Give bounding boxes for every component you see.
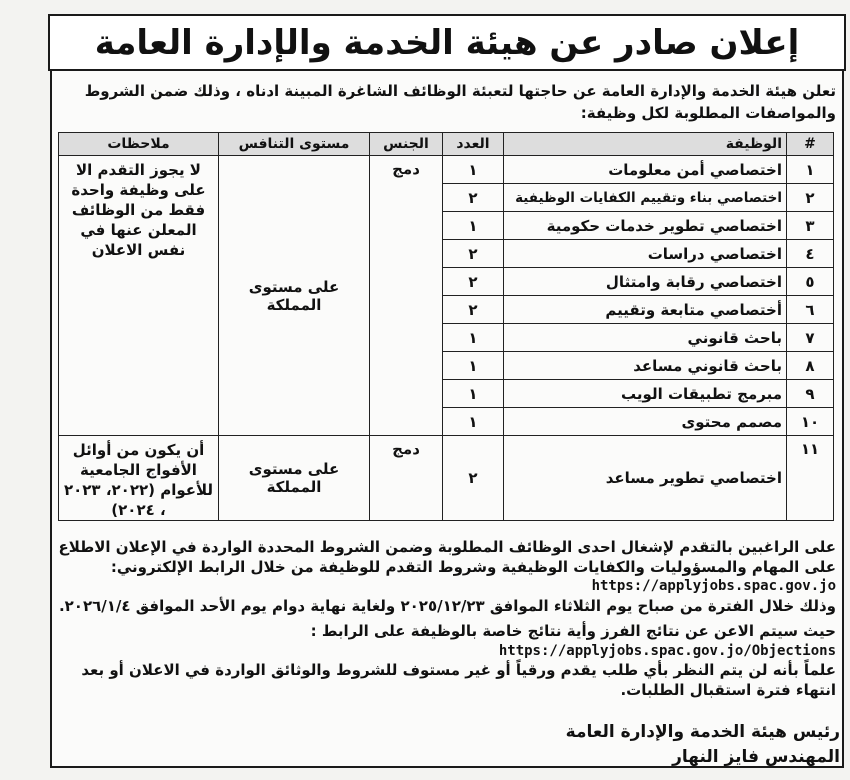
announcement-body xyxy=(56,538,836,700)
signatory-role: رئيس هيئة الخدمة والإدارة العامة xyxy=(565,722,840,742)
header-job: الوظيفة xyxy=(504,133,787,156)
row-count: ١ xyxy=(443,408,504,436)
level-cell: على مستوى المملكة xyxy=(219,436,370,521)
paper-applications-notice: علماً بأنه لن يتم النظر بأي طلب يقدم ورقياً أو غير مستوف للشروط والوثائق الواردة في الاعلان أو بعد انتهاء فترة استقبال الطلبات. xyxy=(81,661,836,699)
jobs-table xyxy=(58,132,834,521)
row-job: باحث قانوني xyxy=(504,324,787,352)
table-row xyxy=(59,156,834,184)
row-count: ١ xyxy=(443,324,504,352)
level-cell: على مستوى المملكة xyxy=(219,156,370,436)
header-notes: ملاحظات xyxy=(59,133,219,156)
row-job: أختصاصي متابعة وتقييم xyxy=(504,296,787,324)
apply-instructions: على الراغبين بالتقدم لإشغال احدى الوظائف المطلوبة وضمن الشروط المحددة الواردة في الإعلان الاطلاع على المهام والمسؤوليات والكفايات الوظيفية وشروط التقدم للوظيفة من خلال الرابط الإلكتروني: xyxy=(58,538,836,576)
objections-link[interactable]: https://applyjobs.spac.gov.jo/Objections xyxy=(498,642,836,659)
row-job: اختصاصي تطوير مساعد xyxy=(504,436,787,521)
row-count: ٢ xyxy=(443,296,504,324)
results-notice: حيث سيتم الاعن عن نتائج الفرز وأية نتائج خاصة بالوظيفة على الرابط : xyxy=(310,622,836,640)
row-count: ١ xyxy=(443,380,504,408)
row-job: اختصاصي أمن معلومات xyxy=(504,156,787,184)
row-job: باحث قانوني مساعد xyxy=(504,352,787,380)
signatory-name: المهندس فايز النهار xyxy=(672,747,840,767)
row-count: ١ xyxy=(443,156,504,184)
row-number: ٥ xyxy=(787,268,834,296)
header-gender: الجنس xyxy=(370,133,443,156)
row-count: ٢ xyxy=(443,184,504,212)
notes-cell: لا يجوز التقدم الا على وظيفة واحدة فقط من الوظائف المعلن عنها في نفس الاعلان xyxy=(59,156,219,436)
row-number: ٢ xyxy=(787,184,834,212)
table-row xyxy=(59,436,834,521)
row-job: اختصاصي رقابة وامتثال xyxy=(504,268,787,296)
intro-paragraph: تعلن هيئة الخدمة والإدارة العامة عن حاجتها لتعبئة الوظائف الشاغرة المبينة ادناه ، وذلك ضمن الشروط والمواصفات المطلوبة لكل وظيفة: xyxy=(84,82,836,122)
header-level: مستوى التنافس xyxy=(219,133,370,156)
row-job: اختصاصي دراسات xyxy=(504,240,787,268)
header-number: # xyxy=(787,133,834,156)
apply-link[interactable]: https://applyjobs.spac.gov.jo xyxy=(591,578,836,594)
row-job: مصمم محتوى xyxy=(504,408,787,436)
row-job: اختصاصي بناء وتقييم الكفايات الوظيفية xyxy=(504,184,787,212)
row-job: اختصاصي تطوير خدمات حكومية xyxy=(504,212,787,240)
row-count: ١ xyxy=(443,352,504,380)
row-job: مبرمج تطبيقات الويب xyxy=(504,380,787,408)
gender-cell: دمج xyxy=(370,156,443,436)
gender-cell: دمج xyxy=(370,436,443,521)
table-header-row xyxy=(59,133,834,156)
announcement-title: إعلان صادر عن هيئة الخدمة والإدارة العامة xyxy=(48,14,846,71)
row-number: ١ xyxy=(787,156,834,184)
header-count: العدد xyxy=(443,133,504,156)
row-number: ٦ xyxy=(787,296,834,324)
row-number: ١١ xyxy=(787,436,834,521)
row-count: ٢ xyxy=(443,268,504,296)
application-period: وذلك خلال الفترة من صباح يوم الثلاثاء الموافق ٢٠٢٥/١٢/٢٣ ولغاية نهاية دوام يوم الأحد الموافق ٢٠٢٦/١/٤. xyxy=(58,596,836,615)
row-number: ٨ xyxy=(787,352,834,380)
row-number: ٤ xyxy=(787,240,834,268)
row-count: ٢ xyxy=(443,240,504,268)
row-number: ٩ xyxy=(787,380,834,408)
row-number: ٣ xyxy=(787,212,834,240)
row-number: ٧ xyxy=(787,324,834,352)
row-count: ١ xyxy=(443,212,504,240)
notes-cell: أن يكون من أوائل الأفواج الجامعية للأعوام (٢٠٢٢، ٢٠٢٣ ، ٢٠٢٤) xyxy=(59,436,219,521)
row-count: ٢ xyxy=(443,436,504,521)
row-number: ١٠ xyxy=(787,408,834,436)
